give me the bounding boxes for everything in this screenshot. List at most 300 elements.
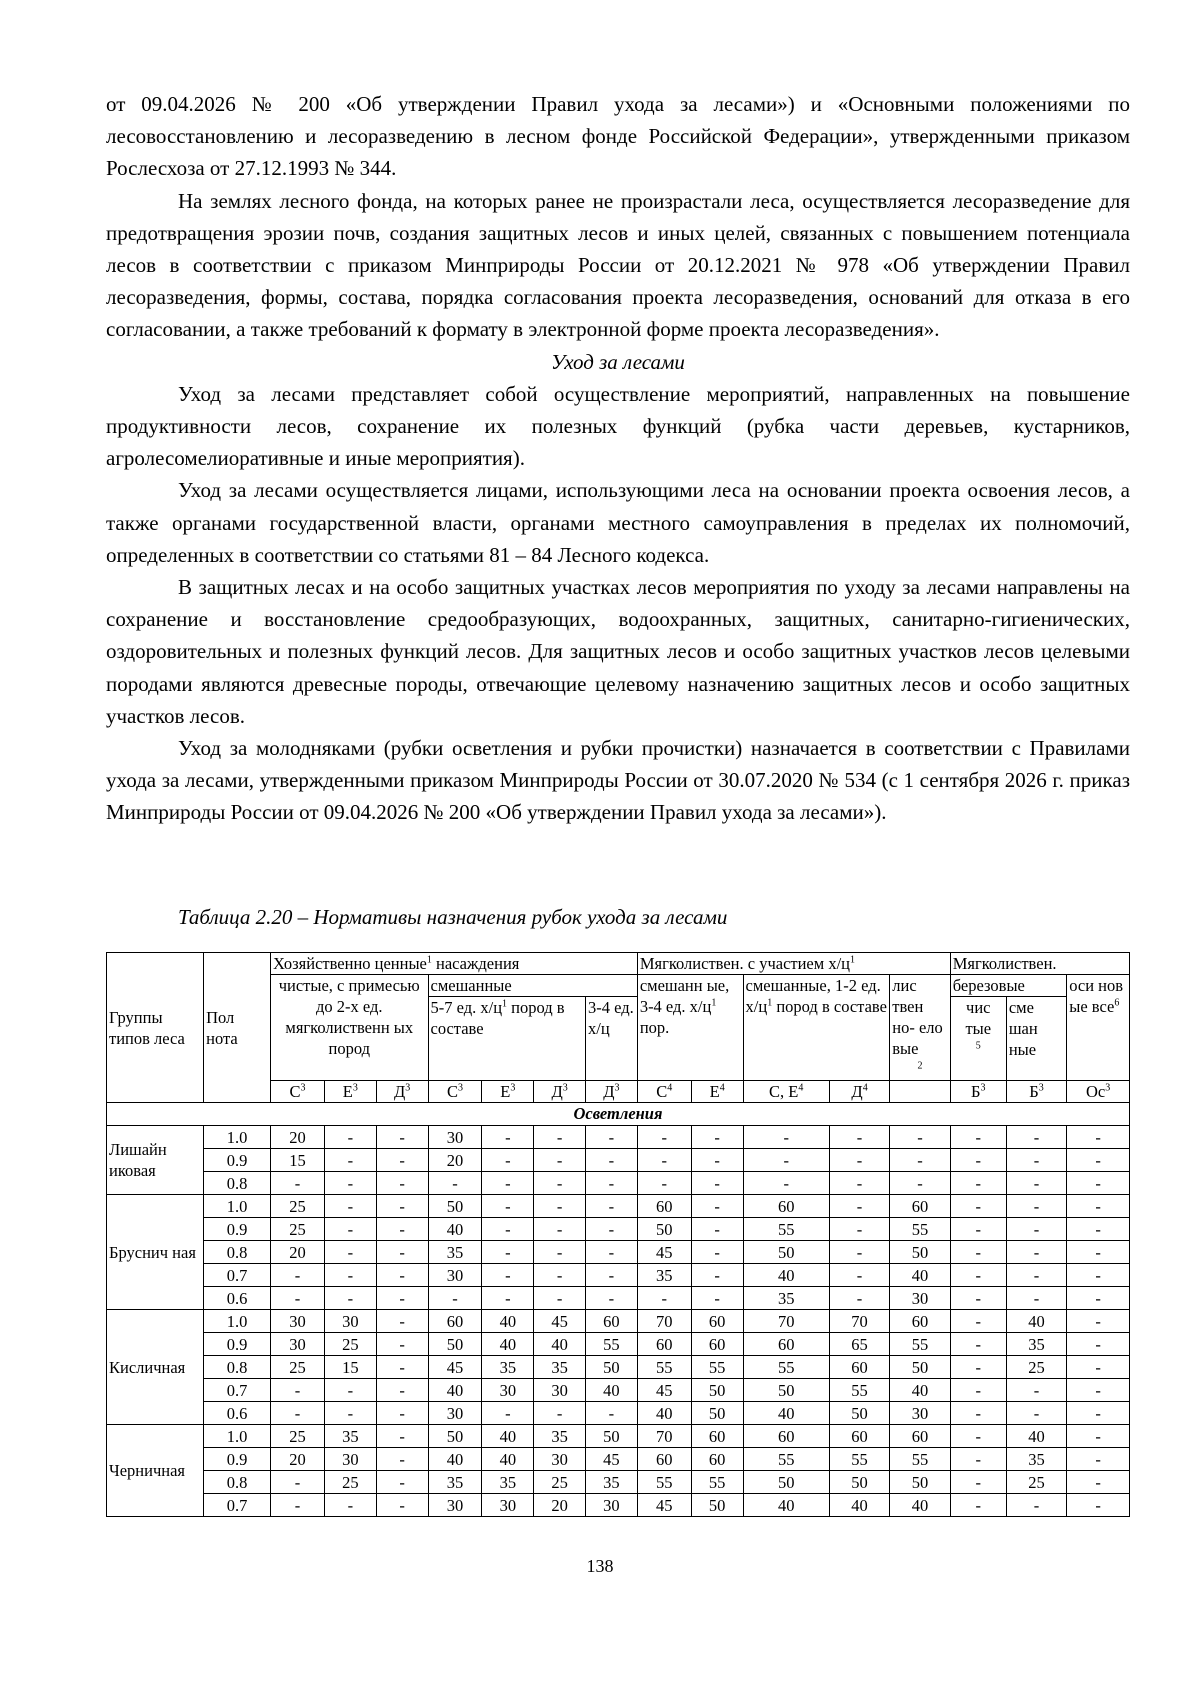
value-cell: - (376, 1264, 428, 1287)
norms-table (106, 952, 1130, 1517)
value-cell: 50 (890, 1471, 950, 1494)
value-cell: 60 (691, 1310, 743, 1333)
value-cell: 55 (637, 1356, 691, 1379)
value-cell: 40 (829, 1494, 889, 1517)
table-row (107, 1379, 1130, 1402)
value-cell: - (376, 1126, 428, 1149)
value-cell: 35 (534, 1356, 586, 1379)
value-cell: 35 (1006, 1448, 1066, 1471)
value-cell: - (586, 1241, 638, 1264)
header-soft-mixed34: смешанн ые, 3-4 ед. $х/ц^1$ пор. (637, 975, 743, 1081)
value-cell: - (1067, 1264, 1130, 1287)
value-cell: - (950, 1195, 1006, 1218)
value-cell: - (428, 1172, 482, 1195)
value-cell: 40 (482, 1425, 534, 1448)
value-cell: - (324, 1379, 376, 1402)
value-cell: 50 (691, 1379, 743, 1402)
value-cell: - (324, 1287, 376, 1310)
value-cell: 60 (691, 1448, 743, 1471)
value-cell: 60 (637, 1195, 691, 1218)
value-cell: 25 (534, 1471, 586, 1494)
header-density: Пол нота (204, 953, 271, 1103)
value-cell: - (534, 1218, 586, 1241)
table-row (107, 1126, 1130, 1149)
density-cell: 0.8 (204, 1471, 271, 1494)
density-cell: 0.8 (204, 1356, 271, 1379)
value-cell: 30 (586, 1494, 638, 1517)
value-cell: - (482, 1149, 534, 1172)
value-cell: - (534, 1241, 586, 1264)
density-cell: 0.9 (204, 1218, 271, 1241)
value-cell: 50 (428, 1195, 482, 1218)
value-cell: 40 (428, 1379, 482, 1402)
value-cell: 60 (586, 1310, 638, 1333)
value-cell: - (691, 1287, 743, 1310)
table-row (107, 1448, 1130, 1471)
value-cell: - (482, 1287, 534, 1310)
value-cell: - (691, 1126, 743, 1149)
value-cell: - (950, 1471, 1006, 1494)
value-cell: - (691, 1241, 743, 1264)
species-header-cell: $Е^3$ (324, 1081, 376, 1103)
value-cell: - (376, 1149, 428, 1172)
value-cell: 25 (271, 1425, 325, 1448)
body-text (106, 88, 1130, 829)
density-cell: 0.8 (204, 1172, 271, 1195)
value-cell: - (376, 1172, 428, 1195)
value-cell: 55 (691, 1356, 743, 1379)
value-cell: 15 (324, 1356, 376, 1379)
value-cell: 15 (271, 1149, 325, 1172)
value-cell: - (1067, 1448, 1130, 1471)
value-cell: 40 (637, 1402, 691, 1425)
table-row (107, 1402, 1130, 1425)
value-cell: 55 (890, 1333, 950, 1356)
value-cell: 35 (324, 1425, 376, 1448)
value-cell: 30 (428, 1494, 482, 1517)
value-cell: - (586, 1264, 638, 1287)
value-cell: 40 (482, 1333, 534, 1356)
value-cell: - (1067, 1172, 1130, 1195)
value-cell: 55 (691, 1471, 743, 1494)
value-cell: - (1067, 1356, 1130, 1379)
species-header-cell (890, 1081, 950, 1103)
value-cell: - (950, 1379, 1006, 1402)
value-cell: - (376, 1379, 428, 1402)
value-cell: 60 (829, 1425, 889, 1448)
value-cell: 25 (1006, 1471, 1066, 1494)
value-cell: 25 (271, 1195, 325, 1218)
value-cell: - (482, 1218, 534, 1241)
header-mixed: смешанные (428, 975, 637, 997)
value-cell: - (890, 1126, 950, 1149)
value-cell: 40 (428, 1218, 482, 1241)
value-cell: 50 (691, 1494, 743, 1517)
value-cell: 60 (743, 1425, 829, 1448)
header-birch: березовые (950, 975, 1067, 997)
density-cell: 0.9 (204, 1149, 271, 1172)
header-mixed34: 3-4 ед. х/ц (586, 997, 638, 1081)
value-cell: - (376, 1402, 428, 1425)
value-cell: 60 (829, 1356, 889, 1379)
value-cell: - (376, 1448, 428, 1471)
value-cell: - (324, 1264, 376, 1287)
value-cell: 30 (534, 1448, 586, 1471)
value-cell: - (534, 1402, 586, 1425)
density-cell: 1.0 (204, 1126, 271, 1149)
header-soft-with: Мягколиствен. с участием $х/ц^1$ (637, 953, 950, 975)
value-cell: - (586, 1402, 638, 1425)
value-cell: - (271, 1471, 325, 1494)
value-cell: - (950, 1494, 1006, 1517)
species-header-cell: $Д^4$ (829, 1081, 889, 1103)
table-row (107, 1172, 1130, 1195)
value-cell: 50 (637, 1218, 691, 1241)
species-header-cell: $Б^3$ (950, 1081, 1006, 1103)
value-cell: 40 (890, 1494, 950, 1517)
value-cell: - (1006, 1264, 1066, 1287)
value-cell: 40 (428, 1448, 482, 1471)
value-cell: - (324, 1172, 376, 1195)
value-cell: 45 (637, 1241, 691, 1264)
species-header-cell: $С^3$ (271, 1081, 325, 1103)
value-cell: - (950, 1149, 1006, 1172)
value-cell: - (1006, 1402, 1066, 1425)
value-cell: - (324, 1218, 376, 1241)
value-cell: 40 (743, 1494, 829, 1517)
value-cell: 70 (637, 1310, 691, 1333)
value-cell: 35 (586, 1471, 638, 1494)
value-cell: - (829, 1241, 889, 1264)
value-cell: 55 (743, 1448, 829, 1471)
table-body (107, 1126, 1130, 1517)
value-cell: 30 (890, 1287, 950, 1310)
paragraph: от 09.04.2026 № 200 «Об утверждении Правил ухода за лесами») и «Основными положениями по лесовосстановлению и лесоразведению в лесном фонде Российской Федерации», утвержденными приказом Рослесхоза от 27.12.1993 № 344. (106, 92, 1130, 181)
value-cell: - (482, 1126, 534, 1149)
species-header-cell: $С^3$ (428, 1081, 482, 1103)
value-cell: - (950, 1126, 1006, 1149)
header-valuable: Хозяйственно ценные$^1$ насаждения (271, 953, 638, 975)
table-row (107, 1333, 1130, 1356)
value-cell: 60 (743, 1195, 829, 1218)
value-cell: - (376, 1287, 428, 1310)
species-header-cell: $Е^4$ (691, 1081, 743, 1103)
density-cell: 0.8 (204, 1241, 271, 1264)
value-cell: 35 (637, 1264, 691, 1287)
value-cell: 60 (637, 1448, 691, 1471)
value-cell: 25 (1006, 1356, 1066, 1379)
value-cell: 40 (743, 1402, 829, 1425)
value-cell: 35 (428, 1471, 482, 1494)
value-cell: - (376, 1218, 428, 1241)
value-cell: 30 (482, 1379, 534, 1402)
value-cell: 25 (324, 1333, 376, 1356)
forest-type-group: Лишайн иковая (107, 1126, 204, 1195)
value-cell: 30 (428, 1402, 482, 1425)
value-cell: 50 (829, 1402, 889, 1425)
value-cell: 60 (428, 1310, 482, 1333)
value-cell: - (637, 1149, 691, 1172)
value-cell: 40 (482, 1448, 534, 1471)
value-cell: 30 (271, 1333, 325, 1356)
value-cell: - (829, 1218, 889, 1241)
value-cell: - (1067, 1425, 1130, 1448)
value-cell: - (534, 1287, 586, 1310)
value-cell: - (890, 1172, 950, 1195)
value-cell: - (1067, 1149, 1130, 1172)
density-cell: 0.7 (204, 1379, 271, 1402)
value-cell: 50 (428, 1333, 482, 1356)
value-cell: - (586, 1172, 638, 1195)
value-cell: 70 (829, 1310, 889, 1333)
value-cell: - (324, 1195, 376, 1218)
value-cell: 50 (829, 1471, 889, 1494)
value-cell: 25 (271, 1218, 325, 1241)
value-cell: - (1067, 1287, 1130, 1310)
value-cell: - (950, 1448, 1006, 1471)
density-cell: 0.6 (204, 1402, 271, 1425)
value-cell: - (1006, 1195, 1066, 1218)
value-cell: 60 (890, 1425, 950, 1448)
value-cell: - (1067, 1195, 1130, 1218)
value-cell: - (691, 1218, 743, 1241)
value-cell: 20 (534, 1494, 586, 1517)
value-cell: 40 (890, 1379, 950, 1402)
value-cell: - (1006, 1218, 1066, 1241)
value-cell: - (950, 1264, 1006, 1287)
value-cell: - (376, 1333, 428, 1356)
value-cell: - (1006, 1126, 1066, 1149)
table-row (107, 1425, 1130, 1448)
value-cell: - (743, 1126, 829, 1149)
section-title: Осветления (107, 1103, 1130, 1126)
value-cell: 50 (743, 1241, 829, 1264)
value-cell: 70 (743, 1310, 829, 1333)
value-cell: - (950, 1425, 1006, 1448)
value-cell: - (1067, 1310, 1130, 1333)
value-cell: - (950, 1310, 1006, 1333)
value-cell: 20 (271, 1126, 325, 1149)
value-cell: 35 (534, 1425, 586, 1448)
value-cell: 50 (691, 1402, 743, 1425)
density-cell: 0.6 (204, 1287, 271, 1310)
value-cell: - (1067, 1333, 1130, 1356)
value-cell: 60 (691, 1425, 743, 1448)
value-cell: - (829, 1195, 889, 1218)
value-cell: 30 (482, 1494, 534, 1517)
table-row (107, 1310, 1130, 1333)
value-cell: 55 (743, 1356, 829, 1379)
value-cell: 30 (324, 1448, 376, 1471)
header-soft: Мягколиствен. (950, 953, 1129, 975)
value-cell: 25 (324, 1471, 376, 1494)
table-row (107, 1494, 1130, 1517)
value-cell: 35 (1006, 1333, 1066, 1356)
value-cell: 55 (829, 1379, 889, 1402)
density-cell: 1.0 (204, 1310, 271, 1333)
header-birch-mixed: сме шан ные (1006, 997, 1066, 1081)
value-cell: 50 (890, 1356, 950, 1379)
value-cell: 35 (482, 1356, 534, 1379)
value-cell: - (586, 1149, 638, 1172)
value-cell: - (691, 1195, 743, 1218)
value-cell: 40 (890, 1264, 950, 1287)
header-aspen: оси нов ые все$^6$ (1067, 975, 1130, 1081)
value-cell: - (637, 1287, 691, 1310)
table-row (107, 1356, 1130, 1379)
value-cell: 20 (271, 1448, 325, 1471)
value-cell: - (890, 1149, 950, 1172)
value-cell: - (691, 1172, 743, 1195)
value-cell: - (376, 1241, 428, 1264)
value-cell: 50 (743, 1471, 829, 1494)
value-cell: - (1006, 1287, 1066, 1310)
value-cell: 50 (743, 1379, 829, 1402)
value-cell: - (1006, 1172, 1066, 1195)
species-header-cell: $Д^3$ (376, 1081, 428, 1103)
value-cell: - (586, 1218, 638, 1241)
value-cell: 50 (586, 1425, 638, 1448)
value-cell: - (1067, 1218, 1130, 1241)
value-cell: - (829, 1287, 889, 1310)
value-cell: - (950, 1356, 1006, 1379)
value-cell: 50 (428, 1425, 482, 1448)
value-cell: 55 (586, 1333, 638, 1356)
value-cell: - (271, 1287, 325, 1310)
density-cell: 0.7 (204, 1494, 271, 1517)
value-cell: 35 (743, 1287, 829, 1310)
value-cell: - (1006, 1241, 1066, 1264)
value-cell: - (482, 1195, 534, 1218)
value-cell: 40 (1006, 1310, 1066, 1333)
value-cell: 50 (890, 1241, 950, 1264)
table-row (107, 1218, 1130, 1241)
table-row (107, 1195, 1130, 1218)
value-cell: - (691, 1264, 743, 1287)
value-cell: 70 (637, 1425, 691, 1448)
value-cell: - (1067, 1241, 1130, 1264)
value-cell: - (271, 1494, 325, 1517)
header-groups: Группы типов леса (107, 953, 204, 1103)
value-cell: - (743, 1172, 829, 1195)
value-cell: - (586, 1195, 638, 1218)
value-cell: - (1067, 1494, 1130, 1517)
value-cell: 45 (586, 1448, 638, 1471)
value-cell: 30 (271, 1310, 325, 1333)
value-cell: - (482, 1241, 534, 1264)
species-header-cell: $С^4$ (637, 1081, 691, 1103)
density-cell: 1.0 (204, 1195, 271, 1218)
value-cell: - (534, 1149, 586, 1172)
value-cell: - (271, 1402, 325, 1425)
value-cell: - (271, 1264, 325, 1287)
paragraph: Уход за лесами представляет собой осуществление мероприятий, направленных на повышение продуктивности лесов, сохранение их полезных функций (рубка части деревьев, кустарников, агролесомелиоративные и иные мероприятия). (106, 381, 1130, 471)
value-cell: - (534, 1195, 586, 1218)
value-cell: - (376, 1471, 428, 1494)
species-header-cell: $Ос^3$ (1067, 1081, 1130, 1103)
value-cell: 20 (271, 1241, 325, 1264)
value-cell: - (1006, 1494, 1066, 1517)
value-cell: 30 (428, 1264, 482, 1287)
value-cell: - (829, 1149, 889, 1172)
header-mixed57: 5-7 ед. $х/ц^1$ пород в составе (428, 997, 586, 1081)
value-cell: - (829, 1264, 889, 1287)
value-cell: - (1006, 1379, 1066, 1402)
value-cell: - (534, 1172, 586, 1195)
value-cell: - (324, 1126, 376, 1149)
value-cell: 60 (691, 1333, 743, 1356)
value-cell: - (1067, 1126, 1130, 1149)
value-cell: - (376, 1425, 428, 1448)
value-cell: - (376, 1356, 428, 1379)
value-cell: - (376, 1494, 428, 1517)
value-cell: 30 (534, 1379, 586, 1402)
value-cell: 20 (428, 1149, 482, 1172)
value-cell: - (637, 1126, 691, 1149)
value-cell: - (376, 1310, 428, 1333)
value-cell: - (1067, 1471, 1130, 1494)
value-cell: 60 (637, 1333, 691, 1356)
value-cell: 65 (829, 1333, 889, 1356)
header-pure: чистые, с примесью до 2-х ед. мягколиственн ых пород (271, 975, 429, 1081)
value-cell: 60 (890, 1195, 950, 1218)
value-cell: - (950, 1241, 1006, 1264)
value-cell: - (271, 1379, 325, 1402)
value-cell: - (950, 1333, 1006, 1356)
value-cell: - (534, 1264, 586, 1287)
value-cell: 55 (890, 1448, 950, 1471)
table-row (107, 1149, 1130, 1172)
value-cell: - (950, 1402, 1006, 1425)
value-cell: - (534, 1126, 586, 1149)
value-cell: 25 (271, 1356, 325, 1379)
value-cell: - (950, 1218, 1006, 1241)
value-cell: 45 (637, 1494, 691, 1517)
value-cell: 30 (890, 1402, 950, 1425)
value-cell: 40 (1006, 1425, 1066, 1448)
value-cell: - (324, 1241, 376, 1264)
density-cell: 0.9 (204, 1333, 271, 1356)
value-cell: 60 (743, 1333, 829, 1356)
value-cell: 55 (637, 1471, 691, 1494)
header-soft-mixed12: смешанные, 1-2 ед. $х/ц^1$ пород в составе (743, 975, 890, 1081)
paragraph: На землях лесного фонда, на которых ранее не произрастали леса, осуществляется лесоразведение для предотвращения эрозии почв, создания защитных лесов и иных целей, связанных с повышением потенциала лесов в соответствии с приказом Минприроды России от 20.12.2021 № 978 «Об утверждении Правил лесоразведения, формы, состава, порядка согласования проекта лесоразведения, оснований для отказа в его согласовании, а также требований к формату в электронной форме проекта лесоразведения». (106, 188, 1130, 342)
value-cell: 60 (890, 1310, 950, 1333)
species-header-cell: $Д^3$ (586, 1081, 638, 1103)
header-birch-pure: чис тые $^5$ (950, 997, 1006, 1081)
value-cell: - (324, 1494, 376, 1517)
density-cell: 0.7 (204, 1264, 271, 1287)
value-cell: 30 (428, 1126, 482, 1149)
value-cell: 40 (534, 1333, 586, 1356)
header-deciduous: лис твен но- ело вые $^2$ (890, 975, 950, 1081)
density-cell: 1.0 (204, 1425, 271, 1448)
table-row (107, 1241, 1130, 1264)
table-row (107, 1471, 1130, 1494)
value-cell: 35 (482, 1471, 534, 1494)
table-row (107, 1287, 1130, 1310)
value-cell: - (586, 1126, 638, 1149)
density-cell: 0.9 (204, 1448, 271, 1471)
value-cell: 55 (743, 1218, 829, 1241)
paragraph: Уход за лесами осуществляется лицами, использующими леса на основании проекта освоения лесов, а также органами государственной власти, органами местного самоуправления в пределах их полномочий, определенных в соответствии со статьями 81 – 84 Лесного кодекса. (106, 478, 1130, 567)
paragraph: Уход за молодняками (рубки осветления и рубки прочистки) назначается в соответствии с Правилами ухода за лесами, утвержденными приказом Минприроды России от 30.07.2020 № 534 (с 1 сентября 2026 г. приказ Минприроды России от 09.04.2026 № 200 «Об утверждении Правил ухода за лесами»). (106, 736, 1130, 825)
value-cell: - (637, 1172, 691, 1195)
value-cell: - (482, 1264, 534, 1287)
species-header-cell: $Е^3$ (482, 1081, 534, 1103)
forest-type-group: Черничная (107, 1425, 204, 1517)
forest-type-group: Кисличная (107, 1310, 204, 1425)
